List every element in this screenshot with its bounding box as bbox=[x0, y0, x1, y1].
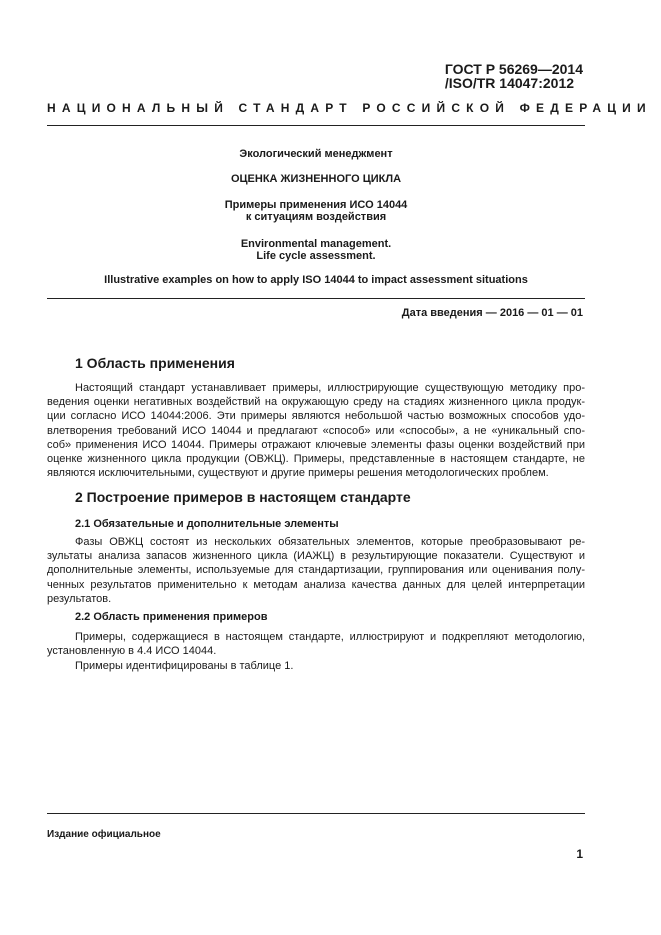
section-2-1-paragraph bbox=[47, 535, 585, 606]
page-number: 1 bbox=[576, 847, 583, 861]
paragraph-line: дополнительные элементы, используемые для стандартизации, группирования или оценивания полу- bbox=[47, 564, 585, 577]
header-divider bbox=[47, 125, 585, 126]
paragraph-line: соб» применения ИСО 14044. Примеры отражают ключевые элементы фазы оценки воздействий при bbox=[47, 438, 585, 451]
section-2-1-heading: 2.1 Обязательные и дополнительные элементы bbox=[75, 518, 339, 530]
date-introduced: Дата введения — 2016 — 01 — 01 bbox=[401, 307, 583, 319]
standard-designation bbox=[445, 62, 583, 90]
paragraph-line: ведения оценки негативных воздействий на окружающую среду на стадиях жизненного цикла продук- bbox=[47, 396, 585, 409]
section-2-2-extra: Примеры идентифицированы в таблице 1. bbox=[75, 660, 294, 672]
main-title: ОЦЕНКА ЖИЗНЕННОГО ЦИКЛА bbox=[230, 173, 402, 185]
paragraph-line: зультаты анализа запасов жизненного цикла (ИАЖЦ) в результирующие показатели. Существуют и bbox=[47, 550, 585, 563]
official-edition-label: Издание официальное bbox=[47, 829, 161, 840]
paragraph-line: ченных результатов применительно к методам анализа качества данных для целей интерпретации bbox=[47, 578, 585, 591]
section-2-2-heading: 2.2 Область применения примеров bbox=[75, 611, 268, 623]
paragraph-line: оценке жизненного цикла продукции (ОВЖЦ). Примеры, представленные в настоящем стандарте, не bbox=[47, 453, 585, 466]
section-1-heading: 1 Область применения bbox=[75, 355, 235, 371]
section-2-2-paragraph bbox=[47, 630, 585, 658]
section-2-heading: 2 Построение примеров в настоящем стандарте bbox=[75, 489, 411, 505]
english-title-line-2: Life cycle assessment. bbox=[256, 250, 376, 262]
paragraph-line: результатов. bbox=[47, 592, 112, 605]
paragraph-line: ции согласно ИСО 14044:2006. Эти примеры являются небольшой частью возможных способов удо- bbox=[47, 410, 585, 423]
national-standard-heading: НАЦИОНАЛЬНЫЙ СТАНДАРТ РОССИЙСКОЙ ФЕДЕРАЦИИ bbox=[47, 101, 652, 115]
english-title-line-1: Environmental management. bbox=[240, 238, 392, 250]
designation-gost: ГОСТ Р 56269—2014 bbox=[444, 61, 583, 77]
footer-divider bbox=[47, 813, 585, 814]
english-title-line-3: Illustrative examples on how to apply ISO 14044 to impact assessment situations bbox=[104, 274, 528, 286]
paragraph-line: установленную в 4.4 ИСО 14044. bbox=[47, 645, 217, 658]
designation-iso: /ISO/TR 14047:2012 bbox=[444, 75, 575, 91]
paragraph-line: Примеры, содержащиеся в настоящем стандарте, иллюстрируют и подкрепляют методологию, bbox=[75, 631, 585, 643]
paragraph-line: влетворения требований ИСО 14044 и предлагают «способ» или «способы», а не «уникальный спо- bbox=[47, 424, 585, 437]
paragraph-line: являются исключительными, существуют и другие примеры решения методологических проблем. bbox=[47, 467, 549, 480]
subtitle-line-2: к ситуациям воздействия bbox=[245, 211, 387, 223]
title-divider bbox=[47, 298, 585, 299]
paragraph-line: Настоящий стандарт устанавливает примеры, иллюстрирующие существующую методику про- bbox=[75, 382, 585, 394]
subtitle-line-1: Примеры применения ИСО 14044 bbox=[224, 199, 408, 211]
subject-title: Экологический менеджмент bbox=[239, 148, 393, 160]
section-1-paragraph bbox=[47, 381, 585, 480]
paragraph-line: Фазы ОВЖЦ состоят из нескольких обязательных элементов, которые преобразовывают ре- bbox=[75, 536, 585, 548]
